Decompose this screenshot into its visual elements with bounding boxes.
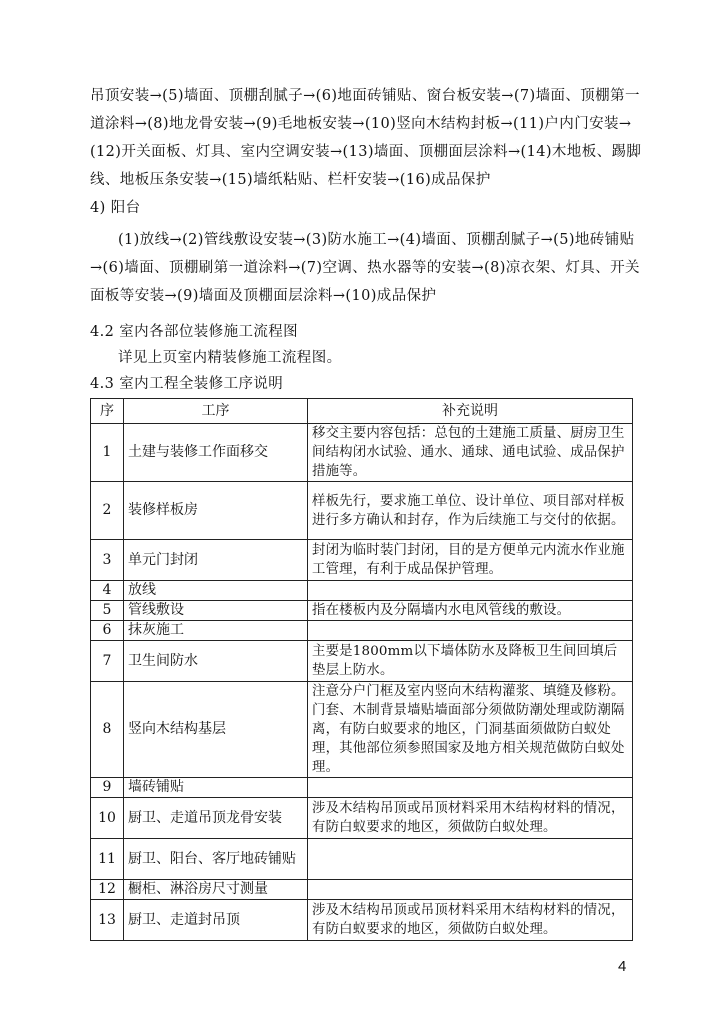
row-process: 放线	[124, 581, 308, 601]
row-note: 注意分户门框及室内竖向木结构灌浆、填缝及修粉。门套、木制背景墙贴墙面部分须做防潮处理或防潮隔离，有防白蚁要求的地区，门洞基面须做防白蚁处理，其他部位须参照国家及地方相关规范做防白蚁处理。	[308, 682, 633, 778]
row-process: 厨卫、阳台、客厅地砖铺贴	[124, 839, 308, 880]
table-row	[91, 621, 633, 641]
section-4-2-heading: 4.2 室内各部位装修施工流程图	[90, 324, 299, 340]
header-no: 序	[91, 399, 124, 424]
row-no: 3	[91, 540, 124, 581]
balcony-paragraph	[90, 226, 640, 310]
row-note	[308, 581, 633, 601]
row-no: 11	[91, 839, 124, 880]
text-line: →(6)墙面、顶棚刷第一道涂料→(7)空调、热水器等的安装→(8)凉衣架、灯具、开关	[90, 260, 640, 276]
row-note: 涉及木结构吊顶或吊顶材料采用木结构材料的情况，有防白蚁要求的地区，须做防白蚁处理。	[308, 798, 633, 839]
row-note: 封闭为临时装门封闭，目的是方便单元内流水作业施工管理，有利于成品保护管理。	[308, 540, 633, 581]
text-line: 面板等安装→(9)墙面及顶棚面层涂料→(10)成品保护	[90, 288, 437, 304]
header-process: 工序	[124, 399, 308, 424]
table-row	[91, 540, 633, 581]
process-table	[90, 398, 633, 941]
row-process: 卫生间防水	[124, 641, 308, 682]
table-row	[91, 601, 633, 621]
row-no: 9	[91, 778, 124, 798]
row-process: 装修样板房	[124, 482, 308, 540]
page-number: 4	[618, 958, 627, 975]
row-no: 8	[91, 682, 124, 778]
text-line: 线、地板压条安装→(15)墙纸粘贴、栏杆安装→(16)成品保护	[90, 172, 491, 188]
row-process: 管线敷设	[124, 601, 308, 621]
balcony-heading: 4) 阳台	[90, 200, 141, 216]
row-process: 厨卫、走道封吊顶	[124, 900, 308, 941]
row-no: 5	[91, 601, 124, 621]
table-row	[91, 839, 633, 880]
row-note: 主要是1800mm以下墙体防水及降板卫生间回填后垫层上防水。	[308, 641, 633, 682]
row-note: 样板先行，要求施工单位、设计单位、项目部对样板进行多方确认和封存，作为后续施工与交付的依据。	[308, 482, 633, 540]
row-process: 抹灰施工	[124, 621, 308, 641]
row-note	[308, 778, 633, 798]
table-row	[91, 798, 633, 839]
row-no: 2	[91, 482, 124, 540]
text-line: (12)开关面板、灯具、室内空调安装→(13)墙面、顶棚面层涂料→(14)木地板、踢脚	[90, 144, 642, 160]
text-line: 吊顶安装→(5)墙面、顶棚刮腻子→(6)地面砖铺贴、窗台板安装→(7)墙面、顶棚第一	[90, 88, 640, 104]
row-process: 竖向木结构基层	[124, 682, 308, 778]
row-process: 墙砖铺贴	[124, 778, 308, 798]
header-note: 补充说明	[308, 399, 633, 424]
text-line: 道涂料→(8)地龙骨安装→(9)毛地板安装→(10)竖向木结构封板→(11)户内门安装→	[90, 116, 632, 132]
row-note: 涉及木结构吊顶或吊顶材料采用木结构材料的情况，有防白蚁要求的地区，须做防白蚁处理。	[308, 900, 633, 941]
row-process: 厨卫、走道吊顶龙骨安装	[124, 798, 308, 839]
row-no: 12	[91, 880, 124, 900]
row-no: 7	[91, 641, 124, 682]
section-4-2-body: 详见上页室内精装修施工流程图。	[118, 350, 342, 366]
table-row	[91, 682, 633, 778]
row-note	[308, 621, 633, 641]
row-note	[308, 839, 633, 880]
row-no: 1	[91, 424, 124, 482]
row-no: 6	[91, 621, 124, 641]
text-line: (1)放线→(2)管线敷设安装→(3)防水施工→(4)墙面、顶棚刮腻子→(5)地砖铺贴	[118, 232, 635, 248]
row-note	[308, 880, 633, 900]
row-no: 10	[91, 798, 124, 839]
table-row	[91, 900, 633, 941]
row-note: 移交主要内容包括：总包的土建施工质量、厨房卫生间结构闭水试验、通水、通球、通电试验、成品保护措施等。	[308, 424, 633, 482]
table-row	[91, 778, 633, 798]
section-4-3-heading: 4.3 室内工程全装修工序说明	[90, 376, 284, 392]
table-row	[91, 424, 633, 482]
table-header-row	[91, 399, 633, 424]
row-process: 土建与装修工作面移交	[124, 424, 308, 482]
row-no: 4	[91, 581, 124, 601]
table-row	[91, 482, 633, 540]
row-process: 单元门封闭	[124, 540, 308, 581]
table-row	[91, 880, 633, 900]
intro-paragraph	[90, 82, 642, 194]
table-row	[91, 641, 633, 682]
row-process: 橱柜、淋浴房尺寸测量	[124, 880, 308, 900]
row-note: 指在楼板内及分隔墙内水电风管线的敷设。	[308, 601, 633, 621]
table-row	[91, 581, 633, 601]
row-no: 13	[91, 900, 124, 941]
